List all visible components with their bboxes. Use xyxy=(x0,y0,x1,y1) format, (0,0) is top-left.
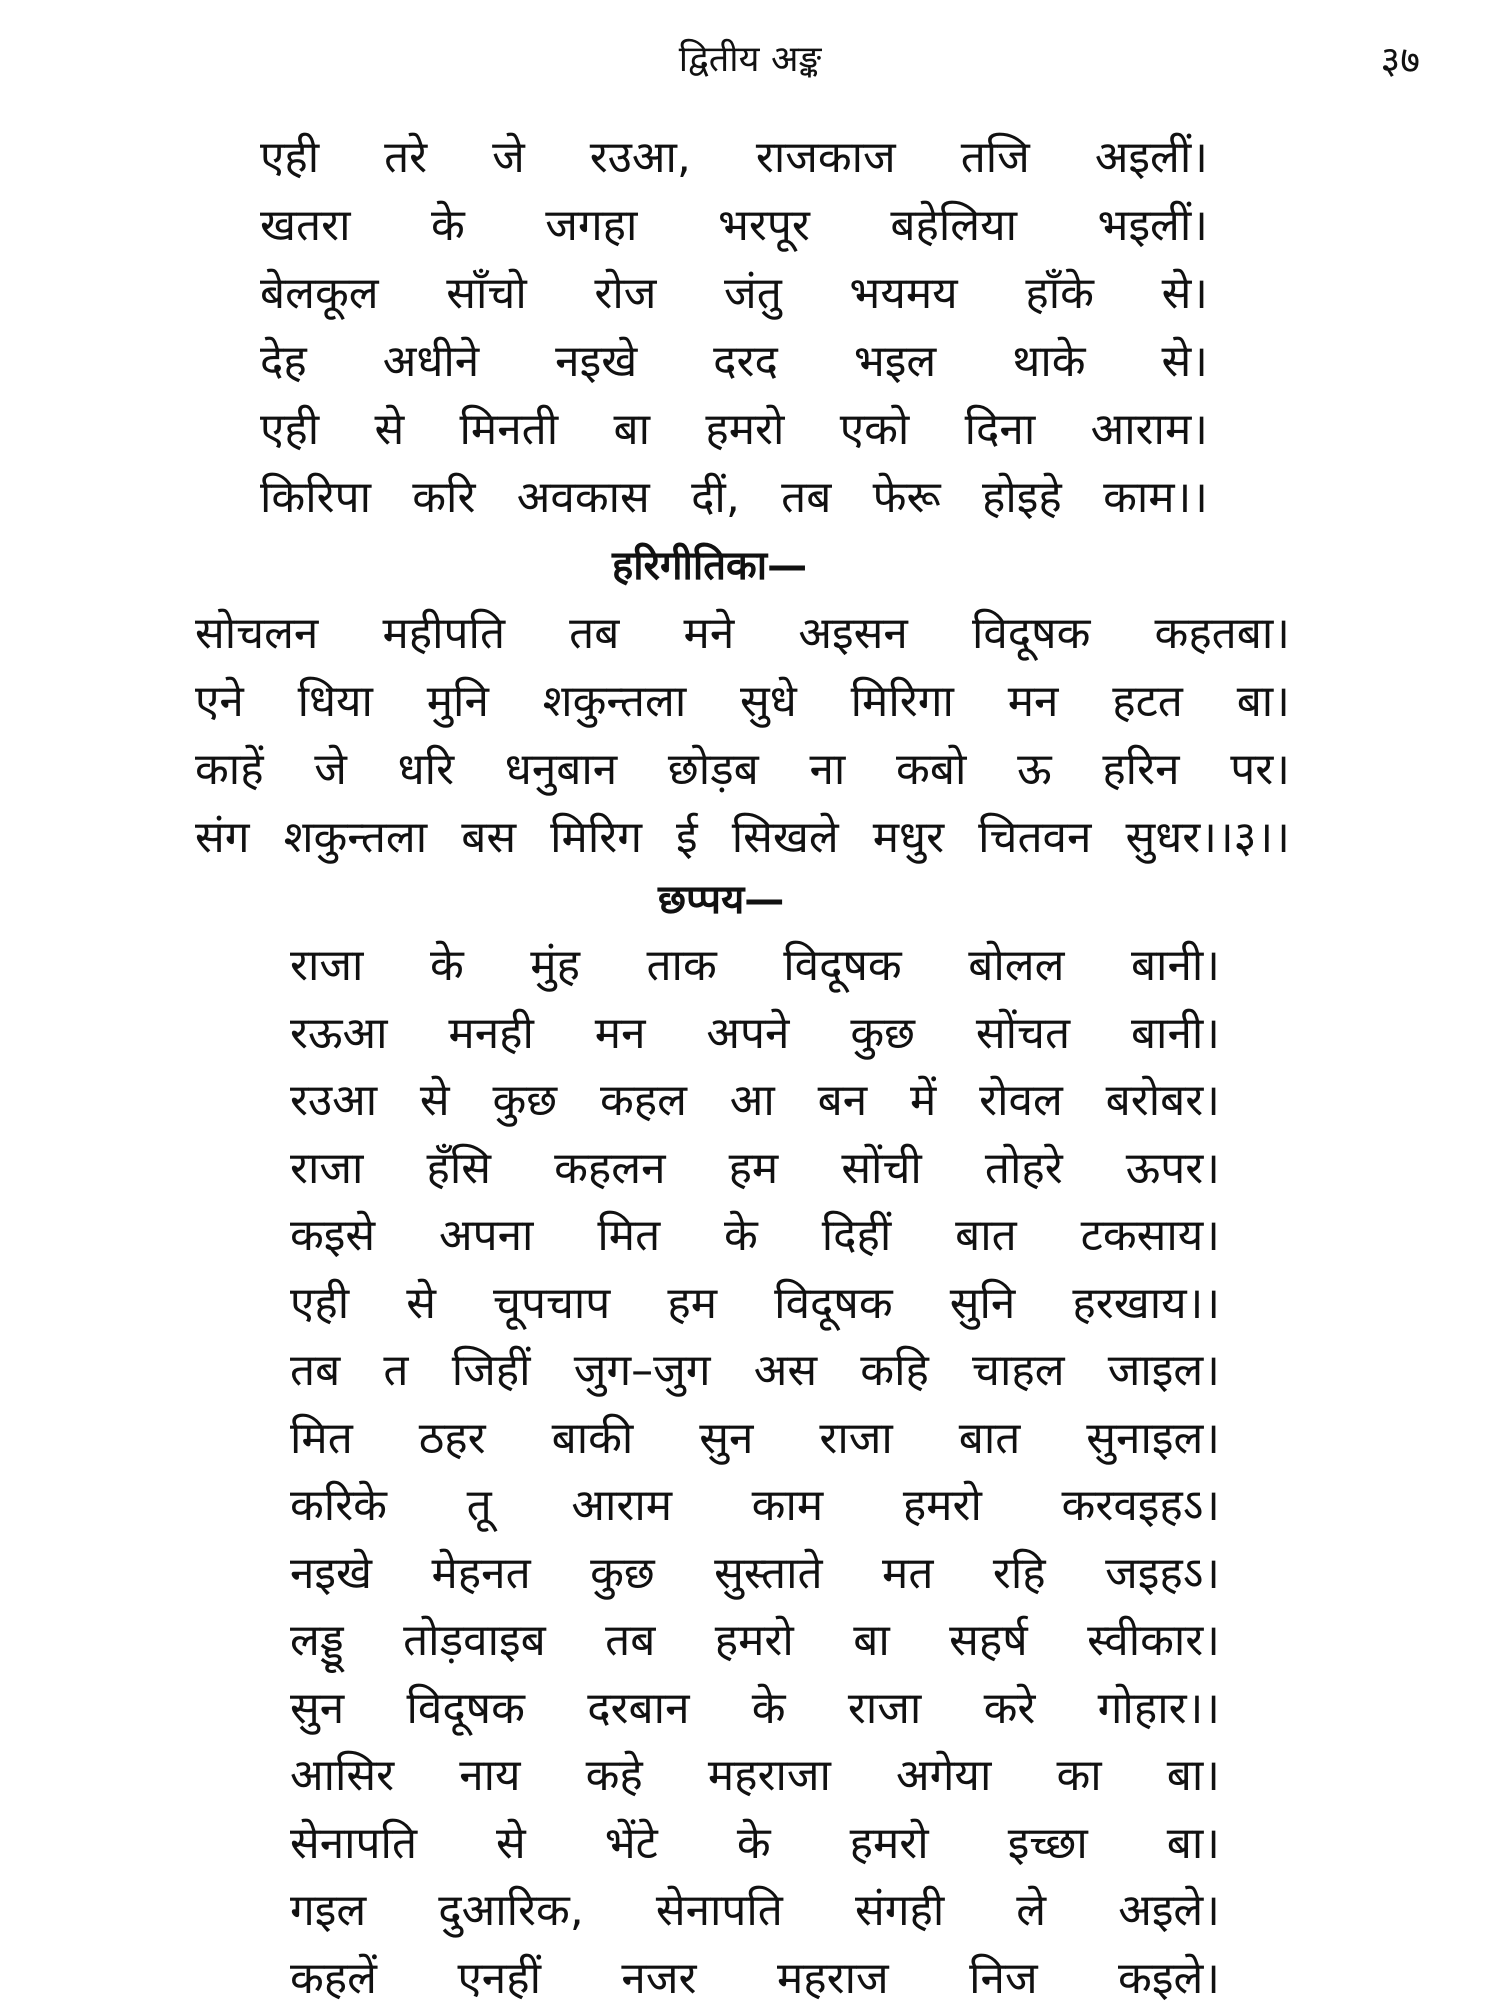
verse-word: विदूषक xyxy=(783,932,901,1000)
verse-word: विदूषक xyxy=(972,600,1090,668)
verse-word: अधीने xyxy=(383,328,480,396)
verse-word: तब xyxy=(569,600,619,668)
verse-word: भयमय xyxy=(849,260,957,328)
verse-word: भइल xyxy=(854,328,936,396)
verse-word: कहतबा। xyxy=(1155,600,1290,668)
verse-word: हरखाय।। xyxy=(1072,1270,1220,1338)
verse-word: शकुन्तला xyxy=(284,804,428,872)
verse-word: राजा xyxy=(819,1405,892,1473)
verse-word: सुधे xyxy=(740,668,797,736)
verse-word: ठहर xyxy=(419,1405,486,1473)
verse-word: रऊआ xyxy=(290,1000,388,1068)
verse-word: रहि xyxy=(993,1540,1046,1608)
verse-word: इच्छा xyxy=(1008,1810,1088,1878)
verse-line xyxy=(195,600,1290,668)
verse-word: मिनती xyxy=(460,396,559,464)
verse-word: महीपति xyxy=(382,600,505,668)
verse-word: बाकी xyxy=(552,1405,634,1473)
verse-word: से xyxy=(496,1810,526,1878)
verse-line xyxy=(290,1472,1220,1540)
verse-word: लड्डू xyxy=(290,1607,344,1675)
verse-word: नजर xyxy=(621,1945,696,2012)
verse-word: हम xyxy=(667,1270,717,1338)
verse-word: बेलकूल xyxy=(260,260,379,328)
verse-word: हमरो xyxy=(903,1472,982,1540)
verse-stanza-1 xyxy=(260,124,1208,532)
section-heading-chhappay: छप्पय— xyxy=(658,872,784,928)
verse-word: ऊ xyxy=(1017,736,1052,804)
verse-word: करे xyxy=(984,1675,1036,1743)
verse-word: मनही xyxy=(448,1000,534,1068)
verse-word: का xyxy=(1056,1742,1101,1810)
verse-word: दुआरिक, xyxy=(438,1877,584,1945)
verse-word: मने xyxy=(684,600,735,668)
verse-word: संगही xyxy=(855,1877,944,1945)
verse-word: ई xyxy=(676,804,698,872)
verse-word: छोड़ब xyxy=(668,736,759,804)
verse-line xyxy=(290,1877,1220,1945)
verse-word: गोहार।। xyxy=(1098,1675,1220,1743)
verse-word: नाय xyxy=(459,1742,520,1810)
verse-word: राजा xyxy=(290,932,363,1000)
verse-word: हम xyxy=(729,1135,779,1203)
verse-word: राजकाज xyxy=(756,124,896,192)
verse-word: के xyxy=(724,1202,758,1270)
verse-word: जुग–जुग xyxy=(574,1337,711,1405)
verse-line xyxy=(290,1270,1220,1338)
verse-word: भरपूर xyxy=(718,192,810,260)
verse-line xyxy=(290,1945,1220,2012)
verse-line xyxy=(290,932,1220,1000)
running-header-title: द्वितीय अङ्क xyxy=(0,36,1500,84)
page-number: ३७ xyxy=(1380,36,1420,84)
verse-word: काम xyxy=(752,1472,824,1540)
verse-word: हरिन xyxy=(1102,736,1179,804)
verse-word: भइलीं। xyxy=(1098,192,1208,260)
verse-word: अपने xyxy=(706,1000,789,1068)
verse-word: कहे xyxy=(586,1742,643,1810)
verse-word: बा xyxy=(613,396,650,464)
verse-word: मिरिग xyxy=(550,804,642,872)
verse-word: चाहल xyxy=(972,1337,1065,1405)
verse-line xyxy=(290,1000,1220,1068)
verse-word: महराज xyxy=(777,1945,889,2012)
verse-word: अइले। xyxy=(1118,1877,1220,1945)
verse-word: एने xyxy=(195,668,244,736)
verse-word: महराजा xyxy=(708,1742,831,1810)
verse-word: आराम। xyxy=(1091,396,1208,464)
verse-word: सोंचत xyxy=(976,1000,1070,1068)
verse-word: मन xyxy=(1008,668,1059,736)
verse-word: जगहा xyxy=(545,192,637,260)
verse-word: करवइहऽ। xyxy=(1062,1472,1220,1540)
verse-word: राजा xyxy=(290,1135,363,1203)
verse-word: मन xyxy=(595,1000,646,1068)
verse-word: में xyxy=(910,1067,936,1135)
verse-line xyxy=(195,804,1290,872)
verse-line xyxy=(290,1135,1220,1203)
verse-word: बानी। xyxy=(1131,1000,1220,1068)
verse-word: काम।। xyxy=(1103,464,1208,532)
verse-line xyxy=(290,1067,1220,1135)
verse-word: बानी। xyxy=(1131,932,1220,1000)
verse-word: रोवल xyxy=(979,1067,1063,1135)
verse-word: ऊपर। xyxy=(1126,1135,1220,1203)
verse-word: रोज xyxy=(594,260,656,328)
verse-word: संग xyxy=(195,804,250,872)
verse-word: ना xyxy=(810,736,846,804)
verse-word: मधुर xyxy=(873,804,944,872)
verse-word: चितवन xyxy=(978,804,1091,872)
verse-word: सुन xyxy=(699,1405,753,1473)
verse-word: के xyxy=(430,932,464,1000)
verse-word: अपना xyxy=(439,1202,533,1270)
verse-word: मुनि xyxy=(427,668,489,736)
verse-line xyxy=(290,1810,1220,1878)
verse-line xyxy=(260,396,1208,464)
verse-word: रउआ, xyxy=(590,124,691,192)
verse-word: के xyxy=(431,192,465,260)
verse-word: मिरिगा xyxy=(851,668,954,736)
verse-word: बस xyxy=(461,804,516,872)
verse-word: तजि xyxy=(961,124,1030,192)
verse-word: बा। xyxy=(1167,1742,1220,1810)
verse-word: बहेलिया xyxy=(890,192,1017,260)
verse-word: धनुबान xyxy=(505,736,617,804)
verse-word: कहलें xyxy=(290,1945,377,2012)
verse-word: के xyxy=(752,1675,786,1743)
verse-word: दरद xyxy=(713,328,778,396)
verse-word: एही xyxy=(260,124,319,192)
verse-word: बा। xyxy=(1167,1810,1220,1878)
verse-word: विदूषक xyxy=(774,1270,892,1338)
verse-word: जिहीं xyxy=(452,1337,531,1405)
verse-word: देह xyxy=(260,328,307,396)
verse-word: आराम xyxy=(571,1472,672,1540)
verse-word: बन xyxy=(818,1067,868,1135)
verse-word: ताक xyxy=(646,932,716,1000)
verse-word: तब xyxy=(605,1607,655,1675)
verse-word: बा। xyxy=(1237,668,1290,736)
verse-stanza-chhappay xyxy=(290,932,1220,2012)
verse-word: खतरा xyxy=(260,192,350,260)
verse-stanza-harigitika xyxy=(195,600,1290,872)
verse-word: से। xyxy=(1162,328,1208,396)
verse-word: सुन xyxy=(290,1675,344,1743)
verse-word: धिया xyxy=(298,668,373,736)
verse-word: से xyxy=(406,1270,436,1338)
verse-word: कइसे xyxy=(290,1202,375,1270)
verse-word: एही xyxy=(290,1270,349,1338)
verse-word: हँसि xyxy=(427,1135,492,1203)
verse-word: गइल xyxy=(290,1877,366,1945)
verse-line xyxy=(290,1202,1220,1270)
verse-word: कहि xyxy=(860,1337,929,1405)
verse-word: मत xyxy=(882,1540,933,1608)
verse-word: काहें xyxy=(195,736,264,804)
verse-word: अगेया xyxy=(896,1742,991,1810)
verse-word: बरोबर। xyxy=(1106,1067,1220,1135)
verse-word: ले xyxy=(1016,1877,1046,1945)
verse-word: अइलीं। xyxy=(1095,124,1208,192)
verse-word: करिके xyxy=(290,1472,387,1540)
verse-word: फेरू xyxy=(873,464,941,532)
verse-word: भेंटे xyxy=(605,1810,658,1878)
verse-word: दिना xyxy=(965,396,1036,464)
verse-line xyxy=(290,1607,1220,1675)
verse-word: सहर्ष xyxy=(949,1607,1028,1675)
verse-word: टकसाय। xyxy=(1081,1202,1220,1270)
verse-word: हमरो xyxy=(705,396,784,464)
verse-line xyxy=(260,328,1208,396)
verse-word: बोलल xyxy=(968,932,1064,1000)
verse-word: कबो xyxy=(896,736,966,804)
verse-line xyxy=(290,1405,1220,1473)
verse-word: एको xyxy=(840,396,910,464)
verse-word: नइखे xyxy=(555,328,637,396)
verse-word: सेनापति xyxy=(290,1810,417,1878)
verse-word: बात xyxy=(955,1202,1017,1270)
verse-word: कुछ xyxy=(590,1540,655,1608)
verse-word: से xyxy=(420,1067,450,1135)
verse-word: स्वीकार। xyxy=(1087,1607,1220,1675)
verse-line xyxy=(195,668,1290,736)
verse-word: दरबान xyxy=(587,1675,689,1743)
verse-word: सोंची xyxy=(841,1135,921,1203)
verse-word: सिखले xyxy=(732,804,839,872)
verse-word: जाइल। xyxy=(1108,1337,1220,1405)
verse-word: तब xyxy=(290,1337,340,1405)
verse-word: त xyxy=(383,1337,408,1405)
verse-word: विदूषक xyxy=(406,1675,524,1743)
verse-word: तोड़वाइब xyxy=(403,1607,546,1675)
verse-word: करि xyxy=(412,464,475,532)
verse-word: तब xyxy=(781,464,831,532)
verse-word: तू xyxy=(467,1472,492,1540)
verse-word: जे xyxy=(492,124,525,192)
verse-word: अस xyxy=(754,1337,817,1405)
verse-word: कहल xyxy=(600,1067,687,1135)
verse-word: दीं, xyxy=(691,464,740,532)
verse-word: आ xyxy=(730,1067,775,1135)
verse-word: थाके xyxy=(1012,328,1085,396)
verse-word: मित xyxy=(597,1202,660,1270)
verse-line xyxy=(290,1540,1220,1608)
verse-word: आसिर xyxy=(290,1742,394,1810)
verse-word: धरि xyxy=(398,736,454,804)
verse-word: रउआ xyxy=(290,1067,377,1135)
verse-word: हमरो xyxy=(715,1607,794,1675)
verse-line xyxy=(260,464,1208,532)
verse-word: तोहरे xyxy=(985,1135,1063,1203)
verse-word: मुंह xyxy=(530,932,580,1000)
verse-line xyxy=(260,260,1208,328)
verse-line xyxy=(290,1742,1220,1810)
verse-word: निज xyxy=(969,1945,1037,2012)
verse-word: कइले। xyxy=(1118,1945,1220,2012)
verse-word: जंतु xyxy=(724,260,782,328)
verse-word: साँचो xyxy=(446,260,526,328)
verse-word: बात xyxy=(959,1405,1021,1473)
verse-word: हाँके xyxy=(1025,260,1094,328)
verse-word: तरे xyxy=(384,124,427,192)
verse-word: मेहनत xyxy=(431,1540,530,1608)
verse-word: बा xyxy=(853,1607,890,1675)
verse-word: अइसन xyxy=(798,600,907,668)
verse-line xyxy=(195,736,1290,804)
verse-word: शकुन्तला xyxy=(543,668,687,736)
verse-word: दिहीं xyxy=(822,1202,892,1270)
verse-word: के xyxy=(737,1810,771,1878)
verse-word: से। xyxy=(1162,260,1208,328)
verse-word: हमरो xyxy=(850,1810,929,1878)
verse-word: पर। xyxy=(1230,736,1290,804)
verse-word: जे xyxy=(314,736,347,804)
verse-word: राजा xyxy=(848,1675,921,1743)
verse-word: सुनाइल। xyxy=(1086,1405,1220,1473)
verse-word: मित xyxy=(290,1405,353,1473)
verse-word: जइहऽ। xyxy=(1105,1540,1220,1608)
verse-word: सेनापति xyxy=(656,1877,783,1945)
verse-word: से xyxy=(374,396,404,464)
verse-word: कुछ xyxy=(492,1067,557,1135)
verse-word: कुछ xyxy=(850,1000,915,1068)
section-heading-harigitika: हरिगीतिका— xyxy=(612,538,807,594)
verse-word: अवकास xyxy=(517,464,650,532)
verse-word: एही xyxy=(260,396,319,464)
verse-line xyxy=(290,1337,1220,1405)
verse-word: होइहे xyxy=(982,464,1062,532)
verse-line xyxy=(290,1675,1220,1743)
verse-word: हटत xyxy=(1112,668,1183,736)
verse-word: सोचलन xyxy=(195,600,318,668)
verse-word: कहलन xyxy=(554,1135,665,1203)
verse-line xyxy=(260,192,1208,260)
verse-line xyxy=(260,124,1208,192)
verse-word: सुस्ताते xyxy=(714,1540,822,1608)
verse-word: किरिपा xyxy=(260,464,371,532)
verse-word: नइखे xyxy=(290,1540,372,1608)
verse-word: चूपचाप xyxy=(493,1270,610,1338)
verse-word: सुधर।।३।। xyxy=(1126,804,1290,872)
verse-word: सुनि xyxy=(950,1270,1016,1338)
verse-word: एनहीं xyxy=(457,1945,541,2012)
